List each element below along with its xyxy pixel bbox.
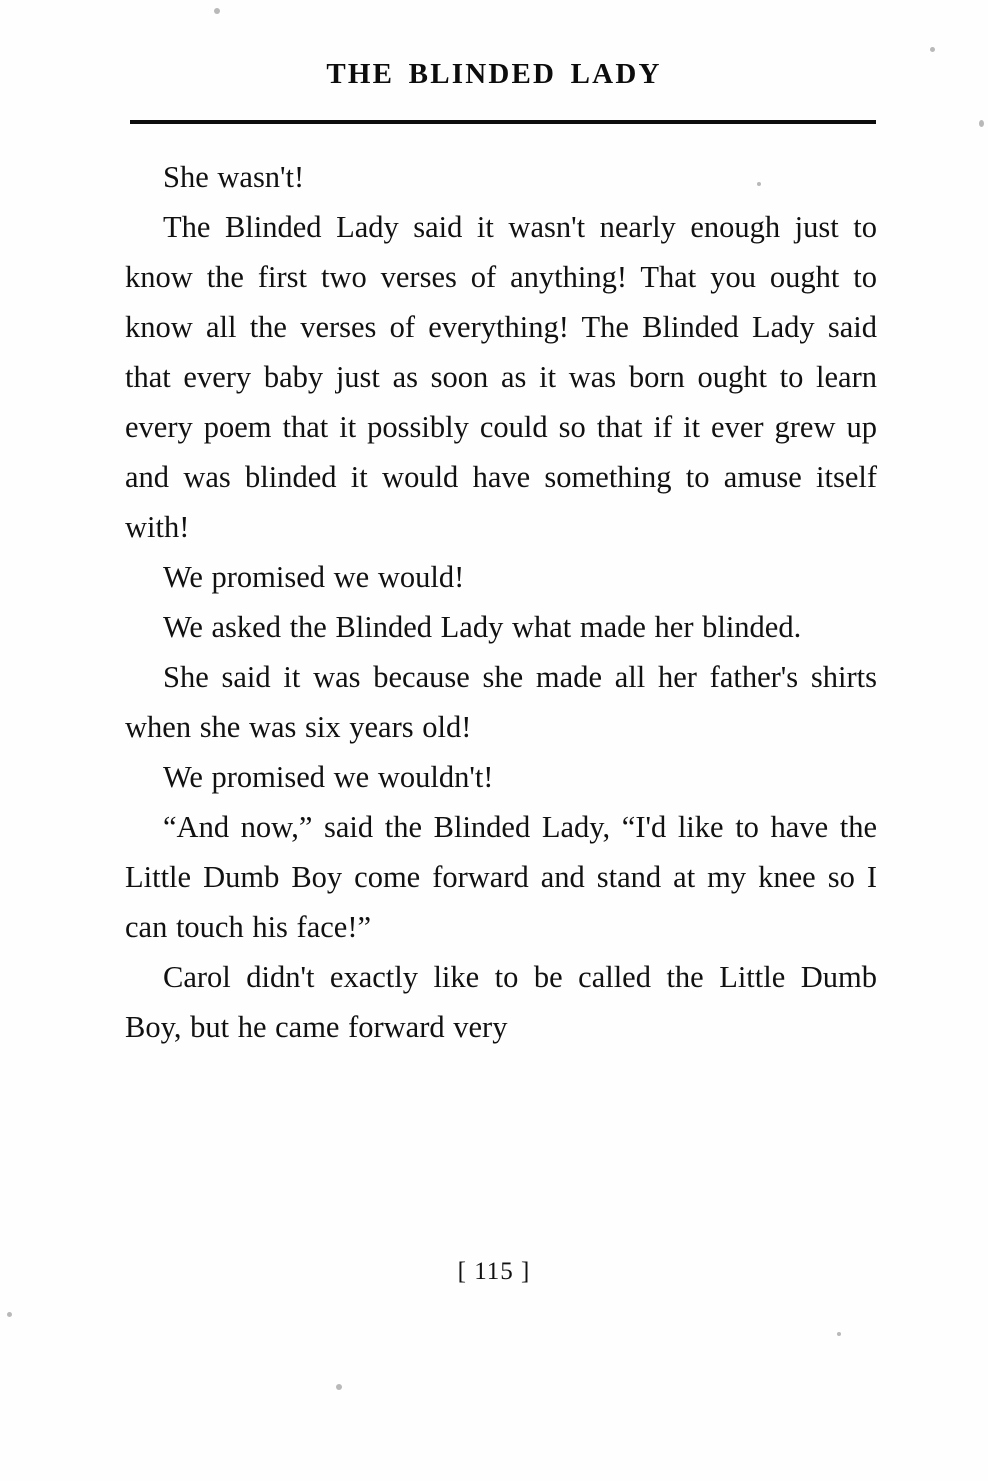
paragraph: She said it was because she made all her father's shirts when she was six years old!	[125, 660, 877, 744]
running-head: THE BLINDED LADY	[326, 58, 662, 90]
paragraph: We asked the Blinded Lady what made her blinded.	[163, 610, 802, 644]
page-number: [ 115 ]	[457, 1258, 531, 1285]
scan-speck	[336, 1384, 342, 1390]
paragraph: The Blinded Lady said it wasn't nearly enough just to know the first two verses of anything! That you ought to know all the verses of everything! The Blinded Lady said that every baby just as soon as it was born ought to learn every poem that it possibly could so that if it ever grew up and was blinded it would have something to amuse itself with!	[125, 210, 877, 544]
paragraph: We promised we wouldn't!	[163, 760, 494, 794]
scan-speck	[930, 47, 935, 52]
paragraph: We promised we would!	[163, 560, 465, 594]
body-text-column	[125, 152, 877, 1052]
scan-speck	[7, 1312, 12, 1317]
paragraph: Carol didn't exactly like to be called the Little Dumb Boy, but he came forward very	[125, 960, 877, 1044]
scan-speck	[837, 1332, 841, 1336]
scan-speck	[979, 120, 984, 127]
scan-speck	[214, 8, 220, 14]
paragraph: She wasn't!	[163, 160, 305, 194]
paragraph: “And now,” said the Blinded Lady, “I'd like to have the Little Dumb Boy come forward and stand at my knee so I can touch his face!”	[125, 810, 877, 944]
header-rule	[130, 120, 876, 124]
